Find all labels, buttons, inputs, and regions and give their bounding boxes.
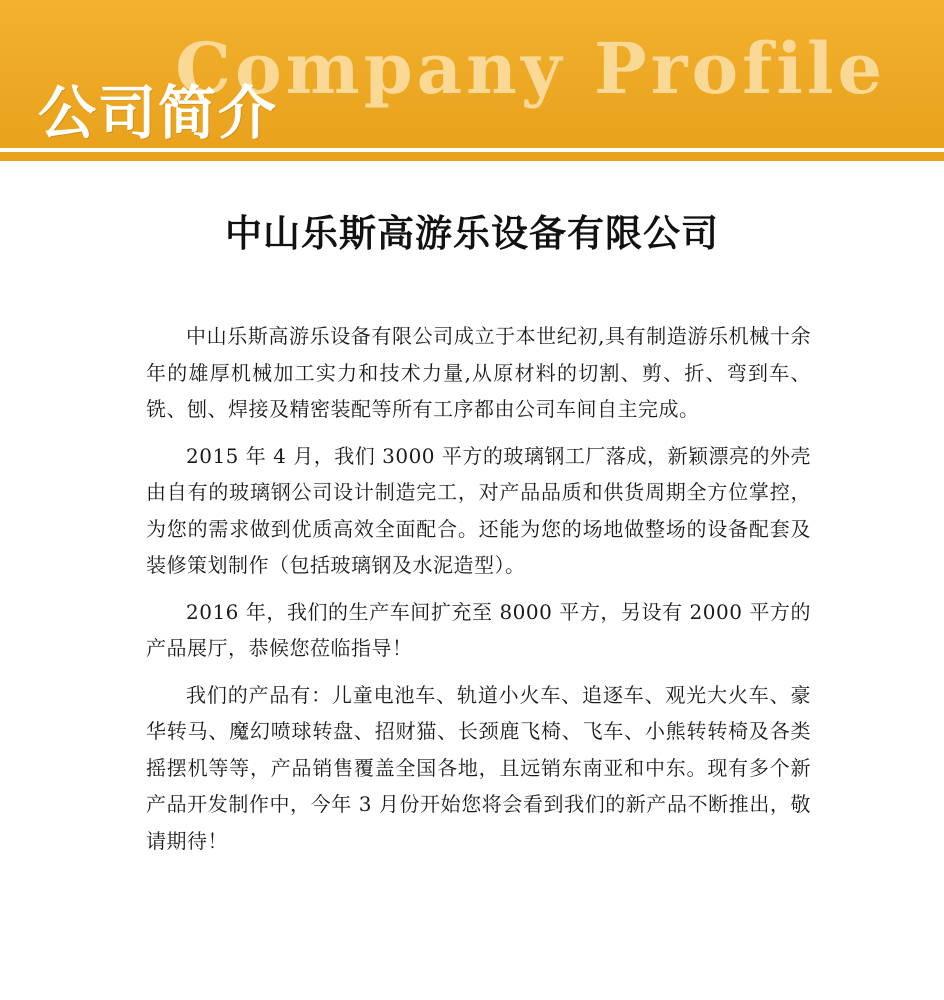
paragraph-products: 我们的产品有：儿童电池车、轨道小火车、追逐车、观光大火车、豪华转马、魔幻喷球转盘、招财猫、长颈鹿飞椅、飞车、小熊转转椅及各类摇摆机等等，产品销售覆盖全国各地，且远销东南亚和中东。现有多个新产品开发制作中，今年 3 月份开始您将会看到我们的新产品不断推出，敬请期待！ — [146, 682, 811, 853]
banner-title-chinese: 公司简介 — [38, 79, 279, 147]
paragraph-2015: 2015 年 4 月，我们 3000 平方的玻璃钢工厂落成，新颖漂亮的外壳由自有的玻璃钢公司设计制造完工，对产品品质和供货周期全方位掌控，为您的需求做到优质高效全面配合。还能为您的场地做整场的设备配套及装修策划制作（包括玻璃钢及水泥造型）。 — [146, 443, 811, 577]
company-name-heading: 中山乐斯高游乐设备有限公司 — [225, 212, 719, 255]
banner-bottom-stripe — [0, 152, 944, 161]
profile-body — [146, 318, 811, 869]
paragraph-2016: 2016 年，我们的生产车间扩充至 8000 平方，另设有 2000 平方的产品展厅，恭候您莅临指导！ — [146, 599, 811, 660]
header-banner — [0, 0, 944, 148]
paragraph-intro: 中山乐斯高游乐设备有限公司成立于本世纪初,具有制造游乐机械十余年的雄厚机械加工实力和技术力量,从原材料的切割、剪、折、弯到车、铣、刨、焊接及精密装配等所有工序都由公司车间自主完成。 — [146, 324, 811, 421]
banner-title-english: Company Profile — [175, 27, 886, 110]
